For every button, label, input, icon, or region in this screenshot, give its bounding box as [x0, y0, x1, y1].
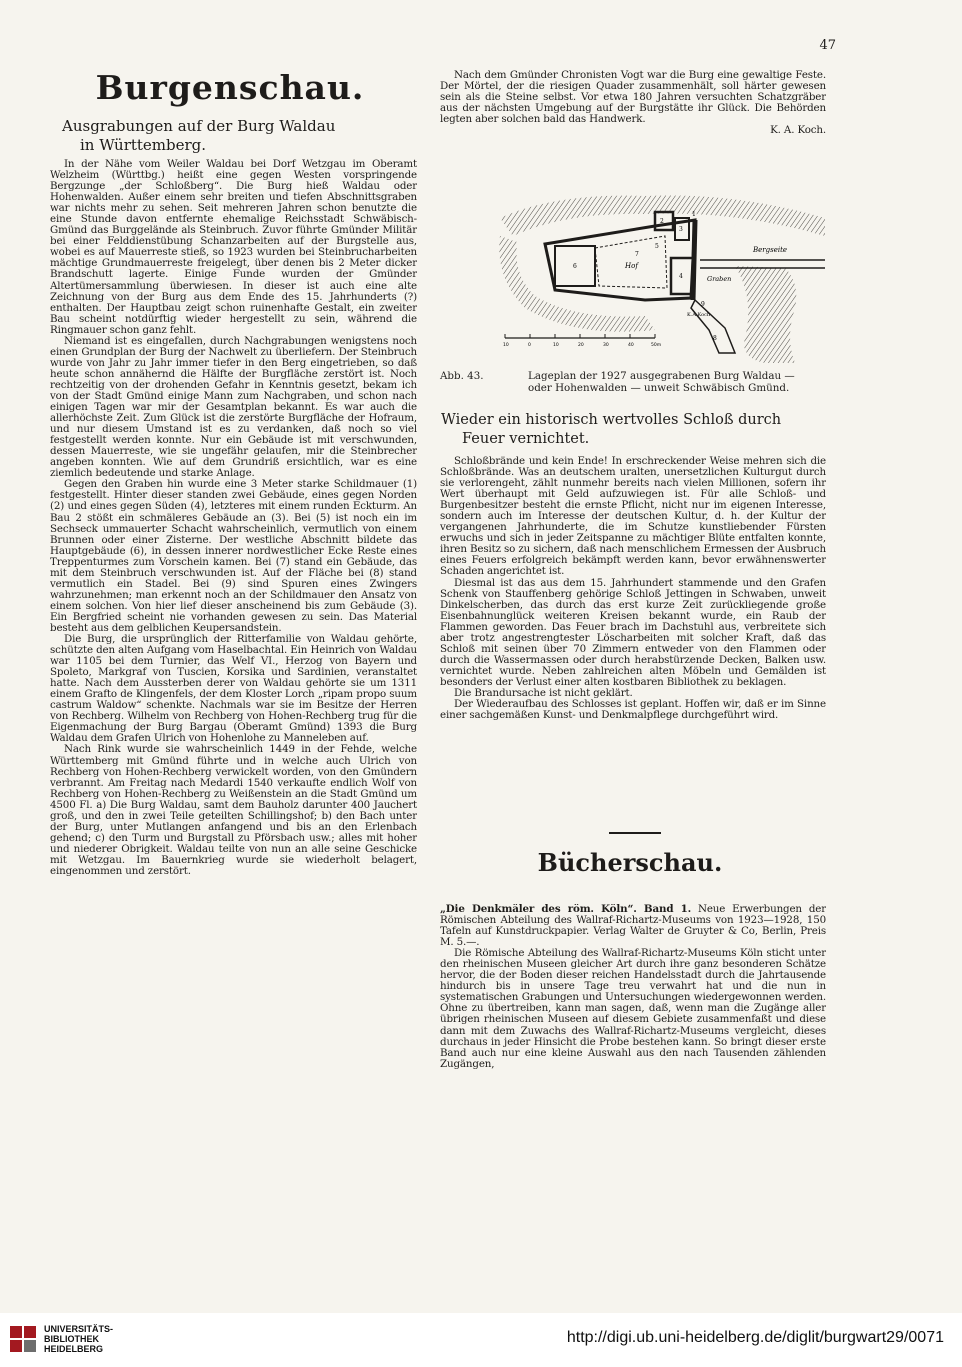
digitization-footer [0, 1313, 962, 1367]
caption-line2: oder Hohenwalden — unweit Schwäbisch Gmünd. [528, 382, 790, 394]
article2-paragraph: Die Brandursache ist nicht geklärt. [454, 686, 633, 699]
left-paragraph: Gegen den Graben hin wurde eine 3 Meter starke Schildmauer (1) festgestellt. Hinter dieser standen zwei Gebäude, eines gegen Norden (2) und eines gegen Süden (4), letzteres mit einem runden Eckturm. An Bau 2 stößt ein schmäleres Gebäude an (3). Bei (5) ist noch ein im Sechseck ummauerter Schacht wahrscheinlich, vermutlich von einem Brunnen oder einer Zisterne. Der westliche Abschnitt bildete das Hauptgebäude (6), in dessen innerer nordwestlicher Ecke Reste eines Treppenturmes zum Vorschein kamen. Bei (7) stand ein Gebäude, das mit dem Steinbruch verschwunden ist. Auf der Fläche bei (8) stand vermutlich ein Stadel. Bei (9) sind Spuren eines Zwingers wahrzunehmen; man erkennt noch an der Schildmauer den Ansatz von einem solchen. Von hier lief dieser anscheinend bis zum Gebäude (3). Ein Bergfried scheint nie vorhanden gewesen zu sein. Das Material besteht aus dem gelblichen Keupersandstein. [50, 478, 417, 634]
castle-site-plan-figure [495, 188, 835, 368]
section-title-buecherschau: Bücherschau. [537, 848, 723, 877]
plan-number-1: 1 [692, 211, 696, 218]
library-name-line3: HEIDELBERG [44, 1344, 104, 1355]
slope-hatching-south [499, 236, 655, 332]
plan-number-2: 2 [660, 218, 664, 225]
figure-caption [440, 370, 825, 394]
label-bergseite: Bergseite [753, 246, 788, 254]
article2-paragraph: Diesmal ist das aus dem 15. Jahrhundert stammende und den Grafen Schenk von Stauffenberg gehörige Schloß Jettingen in Schwaben, unweit Dinkelscherben, das durch das erst kurze Zeit zurückliegende große Eisenbahnunglück weiteren Kreisen bekannt wurde, ein Raub der Flammen geworden. Das Feuer brach im Dachstuhl aus, verbreitete sich aber trotz angestrengtester Löscharbeiten mit solcher Kraft, daß das Schloß mit seinen über 70 Zimmern entweder von den Flammen oder durch die Wassermassen oder durch herabstürzende Decken, Balken usw. vernichtet wurde. Neben zahlreichen alten Möbeln und Gemälden ist besonders der Verlust einer alten kostbaren Bibliothek zu beklagen. [440, 576, 826, 688]
library-name [44, 1324, 113, 1355]
book-entry-title: „Die Denkmäler des röm. Köln“. Band 1. [440, 904, 692, 915]
plan-number-6: 6 [573, 263, 577, 270]
kennel-wall [691, 300, 735, 353]
left-paragraph: Niemand ist es eingefallen, durch Nachgrabungen wenigstens noch einen Grundplan der Burg der Nachwelt zu überliefern. Der Steinbruch wurde von Jahr zu Jahr immer tiefer in den Berg eingetrieben, so daß heute schon annähernd die Hälfte der Burgfläche zerstört ist. Noch rechtzeitig von der drohenden Gefahr in Kenntnis gesetzt, bekam ich von der Stadt Gmünd einige Mann zum Nachgraben, und schon nach einigen Tagen war mir der Gesamtplan bekannt. Es war auch die allerhöchste Zeit. Zum Glück ist die zerstörte Burgfläche der Hofraum, und nur diesem Umstand ist es zu verdanken, daß noch so viel festgestellt werden konnte. Nur ein Gebäude ist mit verschwunden, dessen Mauerreste, wie sie ungefähr gelaufen, mir die Steinbrecher angeben konnten. Wie auf dem Grundriß ersichtlich, war es eine ziemlich bedeutende und starke Anlage. [50, 334, 417, 480]
book-review-paragraph: Die Römische Abteilung des Wallraf-Richartz-Museums Köln sticht unter den rheinischen Museen gleicher Art durch ihre ganz besonderen Schätze hervor, die der Boden dieser reichen Handelsstadt durch die Jahrtausende hindurch bis in unsere Tage treu verwahrt hat und die nun in systematischen Grabungen und Untersuchungen wiedergewonnen werden. Ohne zu übertreiben, kann man sagen, daß, wenn man die Zugänge aller übrigen rheinischen Museen auf diesem Gebiete zusammenfaßt und diese dann mit dem Zuwachs des Wallraf-Richartz-Museums vergleicht, dieses durchaus in jeder Hinsicht die Probe bestehen kann. So bringt dieser erste Band auch nur eine kleine Auswahl aus den nach Tausenden zählenden Zugängen, [440, 947, 826, 1070]
left-paragraph: In der Nähe vom Weiler Waldau bei Dorf Wetzgau im Oberamt Welzheim (Württbg.) heißt eine gegen Westen vorspringende Bergzunge „der Schloßberg“. Die Burg hieß Waldau oder Hohenwalden. Außer einem sehr breiten und tiefen Abschnittsgraben war nichts mehr zu sehen. Seit mehreren Jahren schon benutzte die eine Stunde davon entfernte ehemalige Reichsstadt Schwäbisch-Gmünd das Burggelände als Steinbruch. Zuvor führte Gmünder Militär bei einer Felddienstübung Schanzarbeiten auf der Burgstelle aus, wobei es auf Mauerreste stieß, so 1923 wurden bei Steinbrucharbeiten mächtige Grundmauerreste freigelegt, über denen bis 2 Meter dicker Brandschutt lagerte. Einige Funde wurden der Gmünder Altertümersammlung überwiesen. In dieser ist auch eine alte Zeichnung von der Burg aus dem Ende des 15. Jahrhunderts (?) enthalten. Der Hauptbau zeigt schon ruinenhafte Gestalt, ein zweiter Bau scheint notdürftig wieder hergestellt zu sein, während die Ringmauer schon ganz fehlt. [50, 159, 417, 336]
article-title-line2: in Württemberg. [80, 136, 207, 154]
article2-title-line1: Wieder ein historisch wertvolles Schloß durch [441, 412, 782, 428]
scale-label: 10 [553, 343, 559, 348]
continuation-paragraph: Nach dem Gmünder Chronisten Vogt war die Burg eine gewaltige Feste. Der Mörtel, der die riesigen Quader zusammenhält, soll härter gewesen sein als die Steine selbst. Vor etwa 180 Jahren versuchten Schatzgräber aus der nächsten Umgebung auf der Burgstätte ihr Glück. Die Behörden legten aber solchen bald das Handwerk. [440, 70, 826, 126]
plan-number-4: 4 [679, 273, 683, 280]
left-paragraph: Nach Rink wurde sie wahrscheinlich 1449 in der Fehde, welche Württemberg mit Gmünd führte und in welche auch Ulrich von Rechberg von Hohen-Rechberg verwickelt worden, von den Gmündern verbrannt. Am Freitag nach Medardi 1540 verkaufte endlich Wolf von Rechberg von Hohen-Rechberg zu Weißenstein an die Stadt Gmünd um 4500 Fl. a) Die Burg Waldau, samt dem Bauholz darunter 400 Jauchert groß, und den in zwei Teile geteilten Schillingshof; b) den Bach unter der Burg, unter Mutlangen anfangend und bis an den Erlenbach gehend; c) den Turm und Burgstall zu Pförsbach usw.; alles mit hoher und niederer Obrigkeit. Waldau teilte von nun an alle seine Geschicke mit Wetzgau. Im Bauernkrieg wurde sie wiederholt belagert, eingenommen und zerstört. [50, 743, 417, 877]
article2-title-line2: Feuer vernichtet. [462, 431, 590, 447]
scale-bar [503, 334, 661, 348]
book-entry-details: Neue Erwerbungen der Römischen Abteilung des Wallraf-Richartz-Museums von 1923—1928, 150 Tafeln auf Kunstdruckpapier. Verlag Walter de Gruyter & Co, Berlin, Preis M. 5.—. [440, 904, 826, 949]
building-2 [655, 212, 673, 230]
moat-hatching [735, 266, 796, 363]
caption-line1: Lageplan der 1927 ausgegrabenen Burg Waldau — [528, 370, 795, 382]
book-entry [440, 904, 826, 948]
caption-label: Abb. 43. [440, 370, 484, 382]
left-article-body [50, 159, 417, 1109]
ring-wall [545, 220, 695, 300]
plan-number-5: 5 [655, 243, 659, 250]
article2-paragraph: Der Wiederaufbau des Schlosses ist geplant. Hoffen wir, daß er im Sinne einer sachgemäßen Kunst- und Denkmalpflege durchgeführt wird. [440, 698, 826, 722]
library-name-line1: UNIVERSITÄTS- [44, 1324, 114, 1334]
label-hof: Hof [625, 262, 638, 270]
library-name-line2: BIBLIOTHEK [44, 1334, 99, 1345]
scale-label: 0 [528, 343, 531, 348]
scale-label: 50m [651, 343, 662, 348]
plan-number-8: 8 [713, 335, 717, 342]
book-review-body [440, 904, 826, 1119]
article2-paragraph: Schloßbrände und kein Ende! In erschreckender Weise mehren sich die Schloßbrände. Was an deutschem uralten, unersetzlichen Kulturgut durch sie verlorengeht, zählt nunmehr bereits nach vielen Millionen, sofern ihr Wert überhaupt mit Geld aufzuwiegen ist. Für alle Schloß- und Burgenbesitzer besteht die ernste Pflicht, nicht nur im eigenen Interesse, sondern auch im Interesse der deutschen Kultur, d. h. der Kultur der vergangenen Jahrhunderte, die im Schutze kunstliebender Fürsten erwuchs und sich in jeder Zeitspanne zu mächtiger Blüte entfalten konnte, ihren Besitz so zu sichern, daß nach menschlichem Ermessen der Ausbruch eines Feuers erfolgreich bekämpft werden kann, bevor erwähnenswerter Schaden angerichtet ist. [440, 456, 826, 578]
left-paragraph: Die Burg, die ursprünglich der Ritterfamilie von Waldau gehörte, schützte den alten Aufgang vom Haselbachtal. Ein Heinrich von Waldau war 1105 bei dem Turnier, das Welf VI., Herzog von Bayern und Spoleto, Markgraf von Tuscien, Korsika und Sardinien, veranstaltet hatte. Nach dem Aussterben derer von Waldau gehörte sie um 1311 einem Grafto de Klingenfels, der dem Kloster Lorch „ripam propo suum castrum Waldow“ schenkte. Nachmals war sie im Besitze der Herren von Rechberg. Wilhelm von Rechberg von Hohen-Rechberg trug für die Eigenmachung der Burg Bargau (Oberamt Gmünd) 1393 die Burg Waldau dem Grafen Ulrich von Hohenlohe zu Manneleben auf. [50, 633, 417, 745]
scale-label: 40 [628, 343, 634, 348]
university-library-logo-icon [9, 1325, 37, 1353]
page-number: 47 [819, 38, 836, 53]
article2-body [440, 456, 826, 826]
right-continuation [440, 70, 826, 170]
plan-number-3: 3 [679, 226, 683, 233]
permalink-url[interactable]: http://digi.ub.uni-heidelberg.de/diglit/burgwart29/0071 [566, 1329, 944, 1346]
scale-label: 20 [578, 343, 584, 348]
author-signature: K. A. Koch. [770, 124, 826, 137]
scale-label: 10 [503, 343, 509, 348]
section-divider [609, 832, 661, 834]
shield-wall [693, 220, 695, 300]
section-title-burgenschau: Burgenschau. [95, 68, 365, 107]
article-title-line1: Ausgrabungen auf der Burg Waldau [62, 117, 336, 135]
label-author: K.A.Koch [687, 312, 711, 318]
plan-number-9: 9 [701, 301, 705, 308]
scale-label: 30 [603, 343, 609, 348]
label-graben: Graben [707, 275, 732, 283]
plan-number-7: 7 [635, 251, 639, 258]
